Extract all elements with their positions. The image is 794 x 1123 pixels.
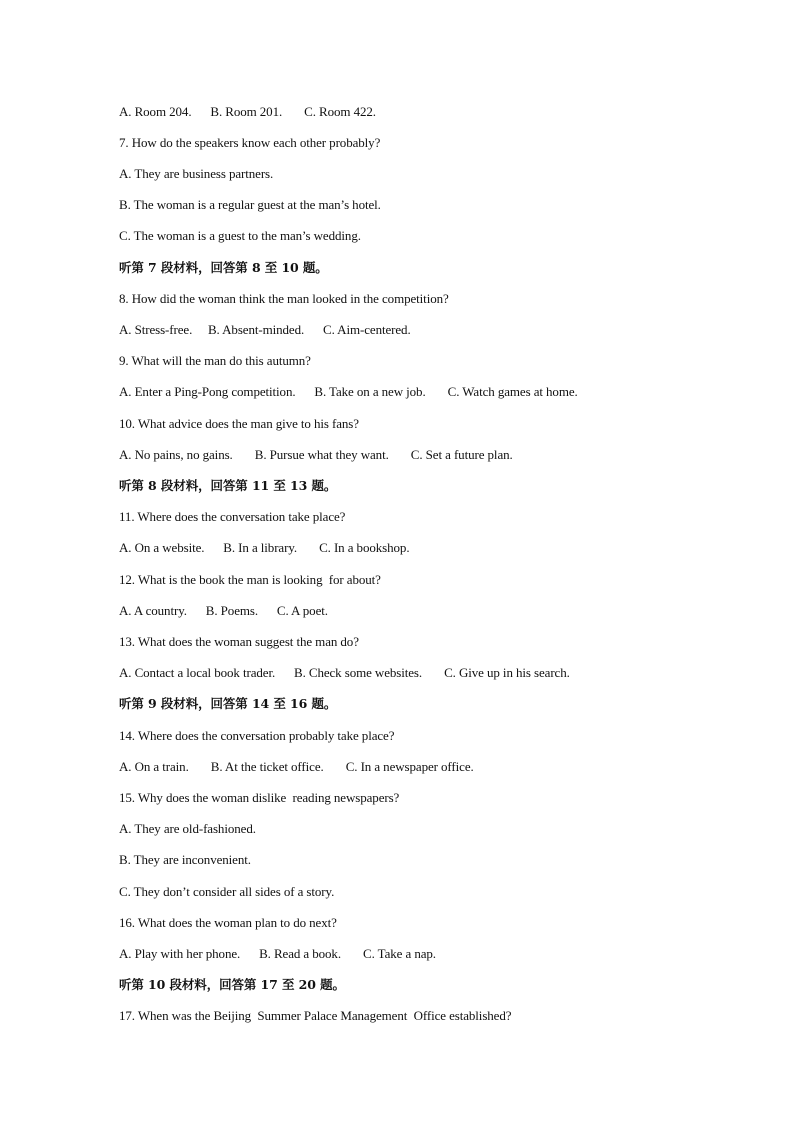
question-15: 15. Why does the woman dislike reading newspapers? — [119, 790, 400, 805]
question-17: 17. When was the Beijing Summer Palace Management Office established? — [119, 1008, 512, 1023]
answer-option: B. The woman is a regular guest at the man’s hotel. — [119, 197, 381, 212]
answer-options: A. Contact a local book trader. B. Check some websites. C. Give up in his search. — [119, 665, 570, 680]
question-11: 11. Where does the conversation take place? — [119, 509, 346, 524]
section-heading: 听第 8 段材料，回答第 11 至 13 题。 — [119, 478, 337, 493]
section-heading: 听第 10 段材料，回答第 17 至 20 题。 — [119, 977, 345, 992]
answer-options: A. A country. B. Poems. C. A poet. — [119, 603, 328, 618]
question-7: 7. How do the speakers know each other probably? — [119, 135, 381, 150]
answer-options: A. No pains, no gains. B. Pursue what they want. C. Set a future plan. — [119, 447, 513, 462]
answer-options: A. Stress-free. B. Absent-minded. C. Aim-centered. — [119, 322, 411, 337]
answer-option: A. They are business partners. — [119, 166, 274, 181]
section-heading: 听第 9 段材料，回答第 14 至 16 题。 — [119, 696, 337, 711]
question-14: 14. Where does the conversation probably take place? — [119, 728, 395, 743]
answer-option: C. They don’t consider all sides of a story. — [119, 884, 335, 899]
answer-options: A. Room 204. B. Room 201. C. Room 422. — [119, 104, 376, 119]
answer-option: C. The woman is a guest to the man’s wedding. — [119, 228, 361, 243]
answer-option: B. They are inconvenient. — [119, 852, 251, 867]
answer-option: A. They are old-fashioned. — [119, 821, 256, 836]
question-9: 9. What will the man do this autumn? — [119, 353, 311, 368]
section-heading: 听第 7 段材料，回答第 8 至 10 题。 — [119, 260, 328, 275]
question-10: 10. What advice does the man give to his fans? — [119, 416, 359, 431]
question-13: 13. What does the woman suggest the man do? — [119, 634, 359, 649]
answer-options: A. On a website. B. In a library. C. In a bookshop. — [119, 540, 410, 555]
answer-options: A. Play with her phone. B. Read a book. C. Take a nap. — [119, 946, 436, 961]
question-8: 8. How did the woman think the man looked in the competition? — [119, 291, 449, 306]
answer-options: A. Enter a Ping-Pong competition. B. Take on a new job. C. Watch games at home. — [119, 384, 578, 399]
answer-options: A. On a train. B. At the ticket office. C. In a newspaper office. — [119, 759, 474, 774]
question-16: 16. What does the woman plan to do next? — [119, 915, 337, 930]
question-12: 12. What is the book the man is looking for about? — [119, 572, 381, 587]
